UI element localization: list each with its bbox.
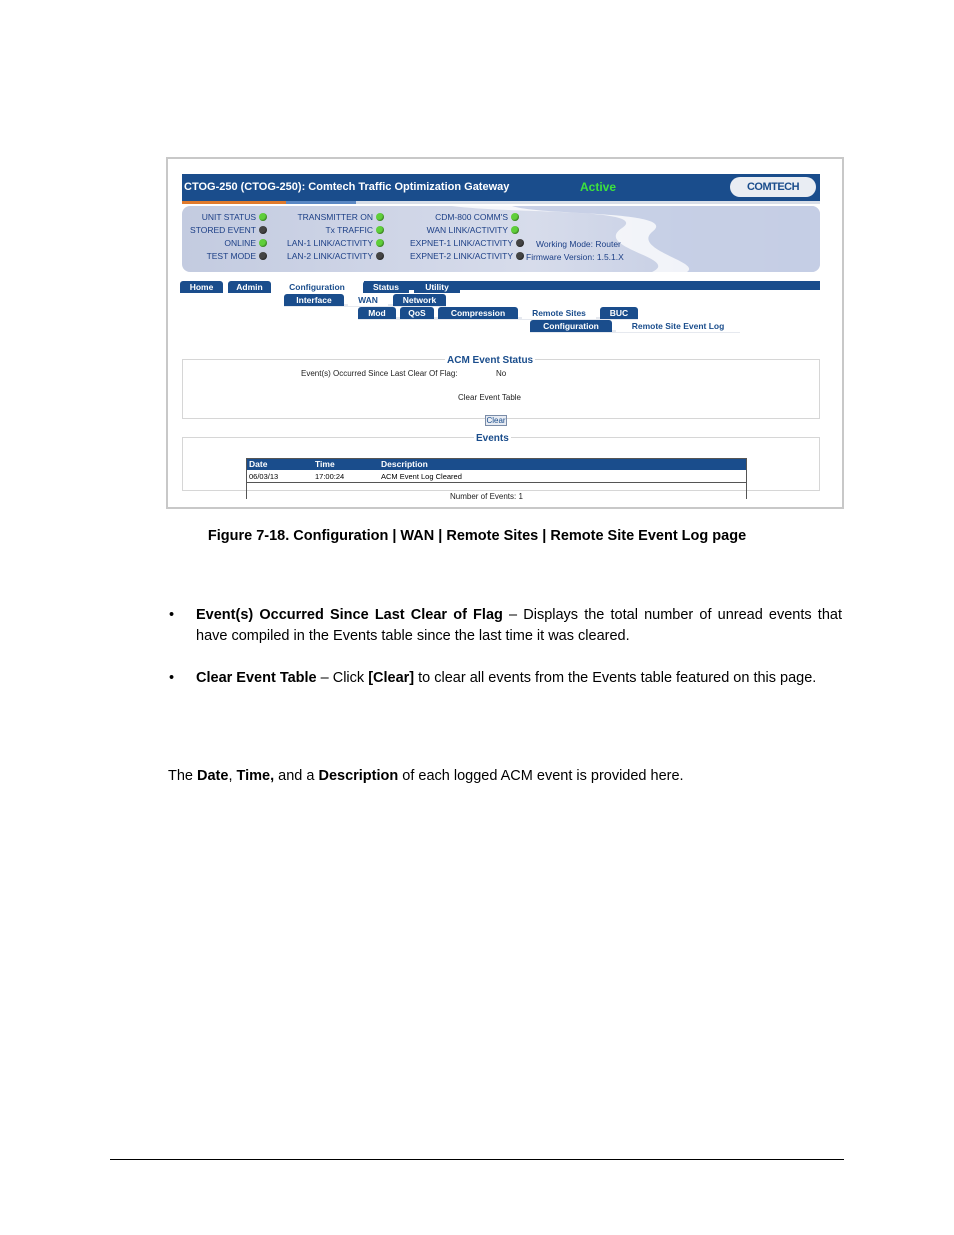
bullet-event-flag: [169, 605, 842, 647]
led-green-icon: [376, 239, 384, 247]
flag-value: No: [496, 369, 507, 378]
title-accent-2: [286, 201, 356, 204]
para-text: The: [168, 768, 198, 784]
led-green-icon: [259, 213, 267, 221]
column-header-time: Time: [315, 459, 335, 469]
tab-interface[interactable]: Interface: [284, 294, 344, 306]
status-cdm800: CDM-800 COMM'S: [435, 212, 519, 222]
firmware-version: Firmware Version: 1.5.1.X: [526, 252, 624, 262]
status-stored-event: STORED EVENT: [190, 225, 267, 235]
status-tx-traffic: Tx TRAFFIC: [325, 225, 384, 235]
bullet-term: Clear Event Table: [196, 670, 317, 686]
flag-label: Event(s) Occurred Since Last Clear Of Flag:: [301, 369, 458, 378]
bullet-text: – Displays the total number of unread events that have compiled in the Events table since the last time it was cleared.: [196, 607, 842, 644]
para-bold-time: Time,: [236, 768, 275, 784]
para-bold-date: Date: [197, 768, 229, 784]
title-accent: [182, 201, 286, 204]
led-off-icon: [376, 252, 384, 260]
status-lan2: LAN-2 LINK/ACTIVITY: [287, 251, 384, 261]
bullet-text-before: – Click: [316, 670, 369, 686]
led-green-icon: [511, 226, 519, 234]
number-of-events: Number of Events: 1: [450, 492, 523, 499]
bullet-text: to clear all events from the Events table featured on this page.: [414, 670, 817, 686]
web-ui-screenshot: [180, 171, 832, 499]
para-bold-description: Description: [318, 768, 399, 784]
led-green-icon: [511, 213, 519, 221]
para-text: and a: [274, 768, 319, 784]
column-header-description: Description: [381, 459, 428, 469]
bullet-dot-icon: •: [169, 670, 175, 686]
led-green-icon: [376, 213, 384, 221]
figure-caption: Figure 7-18. Configuration | WAN | Remote Sites | Remote Site Event Log page: [207, 528, 747, 544]
bullet-term: Event(s) Occurred Since Last Clear of Flag: [196, 607, 503, 623]
tab-wan[interactable]: WAN: [348, 294, 388, 306]
led-green-icon: [376, 226, 384, 234]
footer-rule: [110, 1159, 844, 1160]
status-transmitter-on: TRANSMITTER ON: [297, 212, 384, 222]
status-lan1: LAN-1 LINK/ACTIVITY: [287, 238, 384, 248]
active-status: Active: [580, 180, 617, 194]
tab-compression[interactable]: Compression: [438, 307, 518, 319]
tab-remote-configuration[interactable]: Configuration: [530, 320, 612, 332]
events-title: Events: [476, 433, 509, 444]
led-off-icon: [259, 252, 267, 260]
led-off-icon: [259, 226, 267, 234]
column-header-date: Date: [249, 459, 268, 469]
tab-utility[interactable]: Utility: [414, 281, 460, 293]
events-paragraph: [168, 766, 848, 787]
tab-buc[interactable]: BUC: [600, 307, 638, 319]
cell-time: 17:00:24: [315, 472, 345, 481]
para-text: of each logged ACM event is provided here.: [398, 768, 684, 784]
status-unit-status: UNIT STATUS: [202, 212, 267, 222]
title-bar: [182, 174, 820, 204]
bullet-dot-icon: •: [169, 607, 175, 623]
para-text: ,: [228, 768, 237, 784]
status-wan-link: WAN LINK/ACTIVITY: [427, 225, 519, 235]
clear-event-table-label: Clear Event Table: [458, 393, 521, 402]
led-off-icon: [516, 252, 524, 260]
status-expnet1: EXPNET-1 LINK/ACTIVITY: [410, 238, 524, 248]
bullet-clear-table: [169, 668, 842, 689]
table-row: [247, 471, 746, 483]
tab-remote-sites[interactable]: Remote Sites: [522, 307, 596, 319]
tab-home[interactable]: Home: [180, 281, 223, 293]
tab-mod[interactable]: Mod: [358, 307, 396, 319]
bullet-bold-clear: [Clear]: [368, 670, 415, 686]
tab-status[interactable]: Status: [363, 281, 409, 293]
cell-date: 06/03/13: [249, 472, 279, 481]
tab-configuration[interactable]: Configuration: [277, 281, 357, 293]
status-online: ONLINE: [224, 238, 267, 248]
tab-admin[interactable]: Admin: [228, 281, 271, 293]
tab-remote-site-event-log[interactable]: Remote Site Event Log: [616, 320, 740, 332]
events-table-header: [247, 459, 746, 470]
acm-status-box: [182, 359, 820, 419]
clear-button[interactable]: Clear: [486, 416, 506, 425]
comtech-logo: COMTECH: [730, 177, 816, 197]
tab-network[interactable]: Network: [393, 294, 446, 306]
figure-frame: [166, 157, 844, 509]
tab-qos[interactable]: QoS: [400, 307, 434, 319]
app-title: CTOG-250 (CTOG-250): Comtech Traffic Optimization Gateway: [184, 181, 510, 193]
status-expnet2: EXPNET-2 LINK/ACTIVITY: [410, 251, 524, 261]
working-mode: Working Mode: Router: [536, 239, 621, 249]
cell-description: ACM Event Log Cleared: [381, 472, 462, 481]
status-test-mode: TEST MODE: [207, 251, 267, 261]
status-panel: [182, 206, 820, 272]
led-off-icon: [516, 239, 524, 247]
acm-status-title: ACM Event Status: [447, 355, 534, 366]
led-green-icon: [259, 239, 267, 247]
